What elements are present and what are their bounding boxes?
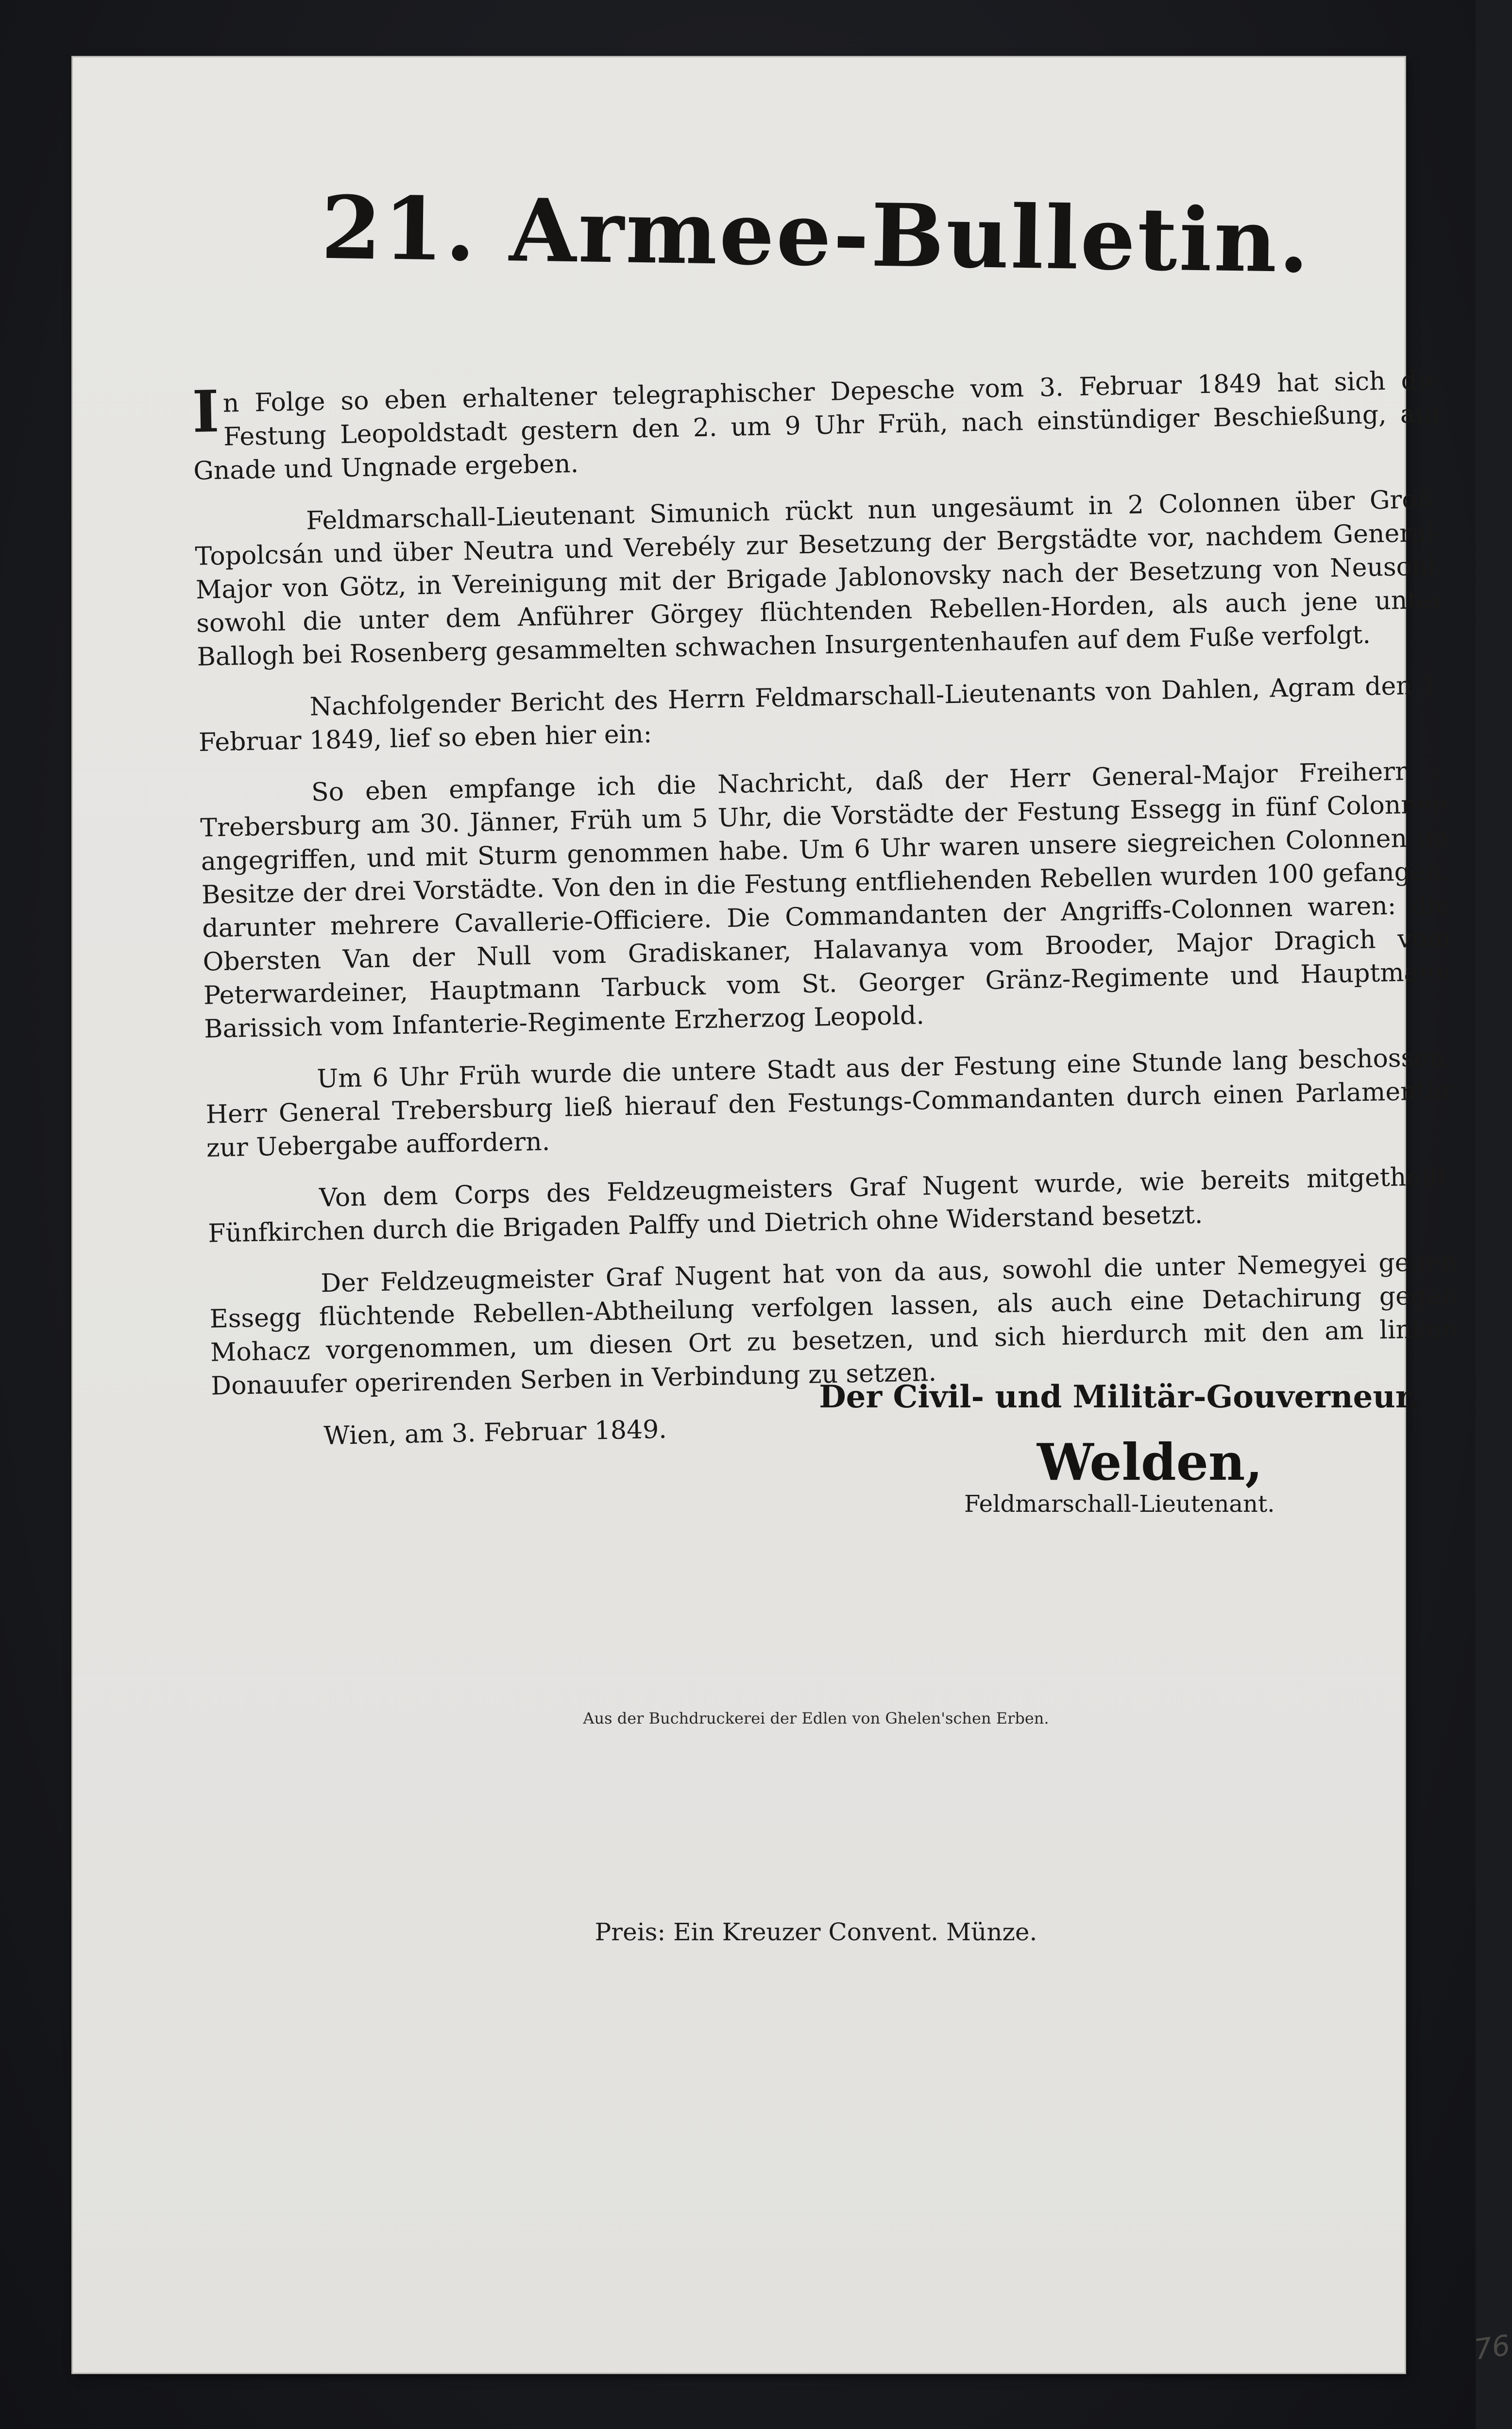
printer-imprint: Aus der Buchdruckerei der Edlen von Ghelen'schen Erben. [583, 1709, 1049, 1728]
archive-number: 76 [1472, 2328, 1512, 2366]
bulletin-content [191, 57, 1512, 2373]
price-line: Preis: Ein Kreuzer Convent. Münze. [595, 1918, 1037, 1946]
paragraph-4: So eben empfange ich die Nachricht, daß der Herr General-Major Freiherr v. Trebersburg am 30. Jänner, Früh um 5 Uhr, die Vorstädte der Festung Essegg in fünf Colonnen angegriffen, und mit Sturm genommen habe. Um 6 Uhr waren unsere siegreichen Colonnen im Besitze der drei Vorstädte. Von den in die Festung entfliehenden Rebellen wurden 100 gefangen, darunter mehrere Cavallerie-Officiere. Die Commandanten der Angriffs-Colonnen waren: die Obersten Van der Null vom Gradiskaner, Halavanya vom Brooder, Major Dragich vom Peterwardeiner, Hauptmann Tarbuck vom St. Georger Gränz-Regimente und Hauptmann Barissich vom Infanterie-Regimente Erzherzog Leopold. [200, 756, 1452, 1044]
governor-office: Der Civil- und Militär-Gouverneur. [819, 1379, 1420, 1415]
paragraph-6: Von dem Corps des Feldzeugmeisters Graf Nugent wurde, wie bereits mitgetheilt, Fünfkirchen durch die Brigaden Palffy und Dietrich ohne Widerstand besetzt. [207, 1162, 1456, 1249]
date-line: Wien, am 3. Februar 1849. [323, 1415, 667, 1451]
bulletin-title: 21. Armee-Bulletin. [320, 176, 1312, 292]
paragraph-5: Um 6 Uhr Früh wurde die untere Stadt aus der Festung eine Stunde lang beschossen. Herr General Trebersburg ließ hierauf den Festungs-Commandanten durch einen Parlamentär zur Uebergabe auffordern. [205, 1043, 1454, 1163]
paragraph-3: Nachfolgender Bericht des Herrn Feldmarschall-Lieutenants von Dahlen, Agram den 1. Februar 1849, lief so eben hier ein: [198, 670, 1446, 757]
signer-rank: Feldmarschall-Lieutenant. [964, 1490, 1275, 1518]
bulletin-body [192, 364, 1461, 1474]
signer-name: Welden, [1037, 1432, 1263, 1492]
bulletin-sheet [73, 57, 1512, 2373]
paragraph-2: Feldmarschall-Lieutenant Simunich rückt nun ungesäumt in 2 Colonnen über Groß-Topolcsán und über Neutra und Verebély zur Besetzung der Bergstädte vor, nachdem General-Major von Götz, in Vereinigung mit der Brigade Jablonovsky nach der Besetzung von Neusohl, sowohl die unter dem Anführer Görgey flüchtenden Rebellen-Horden, als auch jene unter Ballogh bei Rosenberg gesammelten schwachen Insurgentenhaufen auf dem Fuße verfolgt. [195, 484, 1445, 672]
paragraph-7: Der Feldzeugmeister Graf Nugent hat von da aus, sowohl die unter Nemegyei gegen Essegg flüchtende Rebellen-Abtheilung verfolgen lassen, als auch eine Detachirung gegen Mohacz vorgenommen, um diesen Ort zu besetzen, und sich hierdurch mit den am linken Donauufer operirenden Serben in Verbindung zu setzen. [209, 1247, 1459, 1401]
paragraph-1: In Folge so eben erhaltener telegraphischer Depesche vom 3. Februar 1849 hat sich die Festung Leopoldstadt gestern den 2. um 9 Uhr Früh, nach einstündiger Beschießung, auf Gnade und Ungnade ergeben. [191, 365, 1442, 486]
